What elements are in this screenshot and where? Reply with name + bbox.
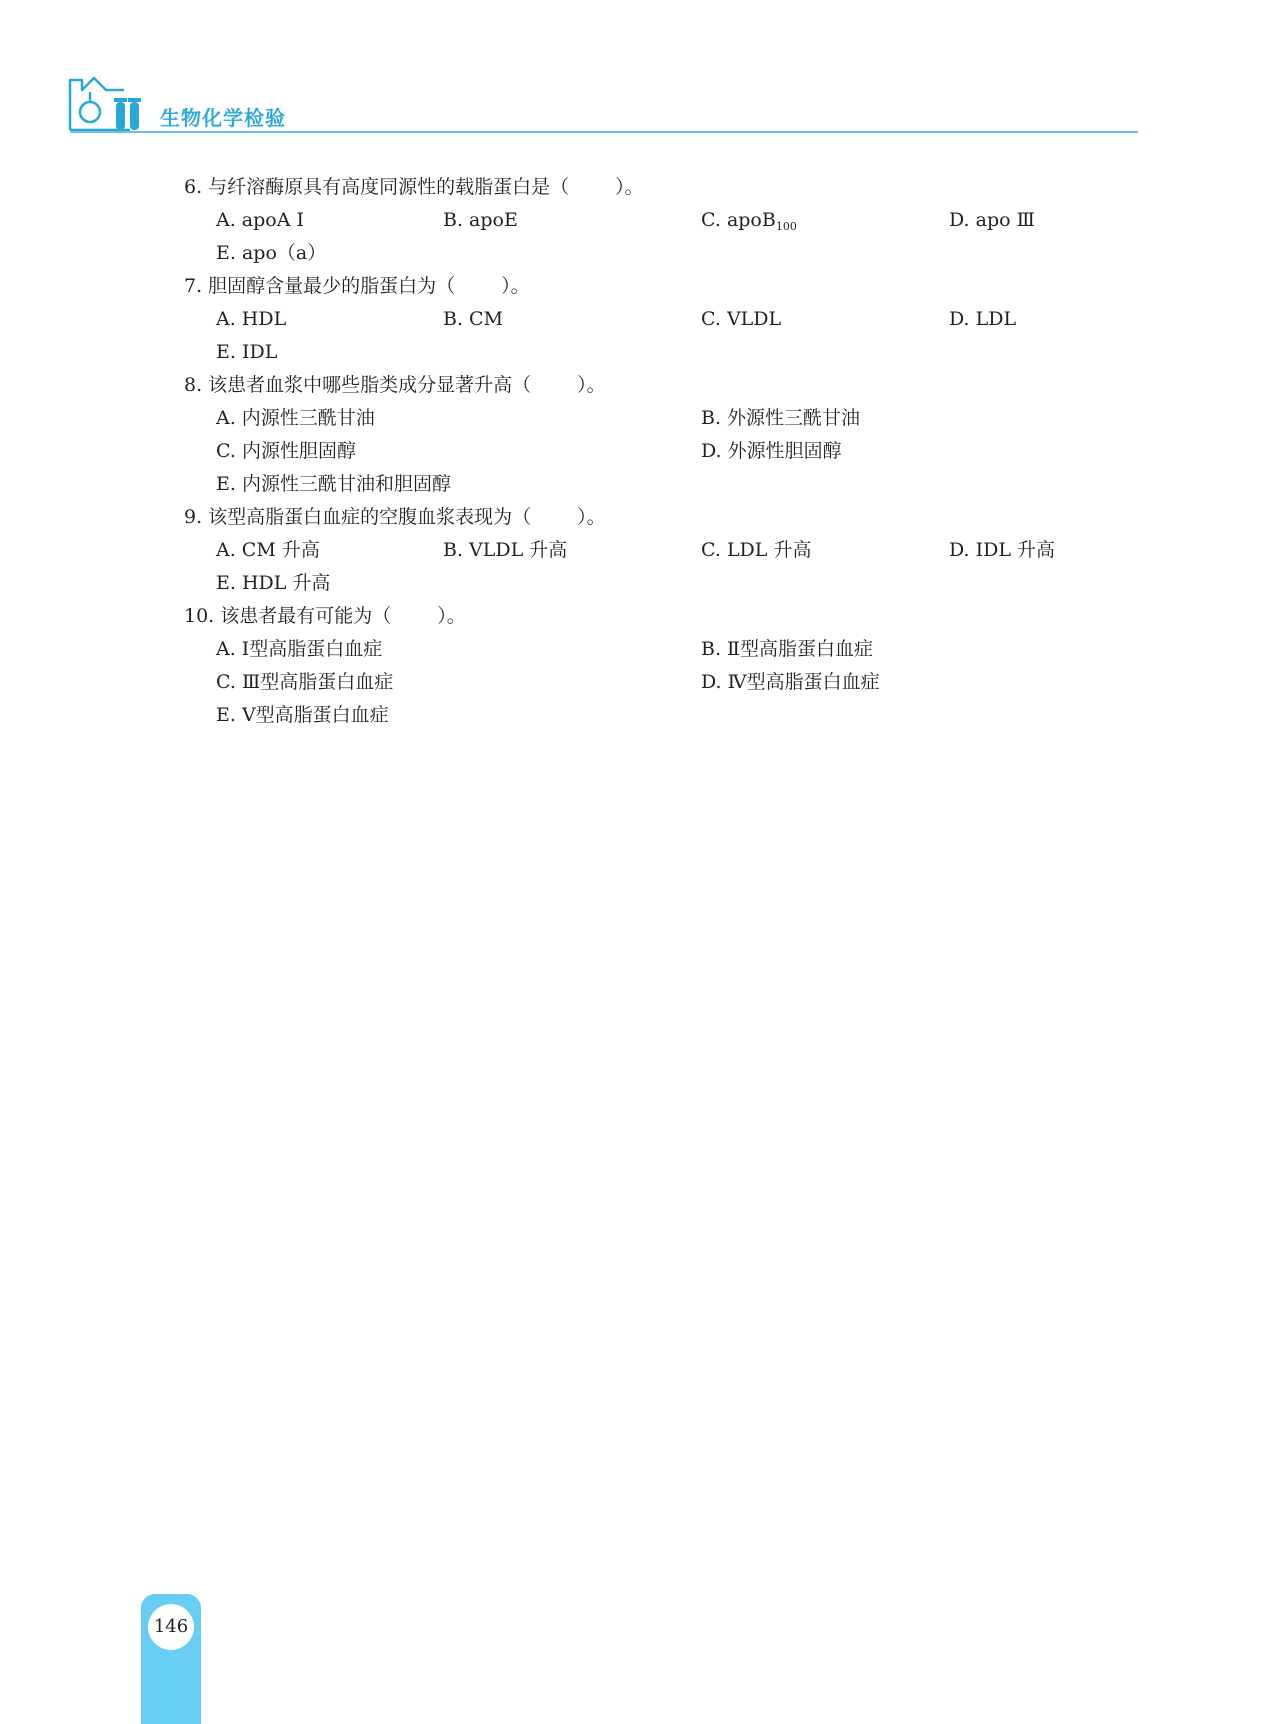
question-stem: 8. 该患者血浆中哪些脂类成分显著升高（ [184, 374, 532, 396]
option-row [184, 633, 1144, 666]
option-row [184, 666, 1144, 699]
option-row [184, 699, 1144, 732]
question-list [184, 171, 1144, 732]
option-c-subscript: 100 [775, 220, 797, 233]
option-c: C. LDL 升高 [701, 539, 812, 561]
option-row [184, 468, 1144, 501]
option-a: A. CM 升高 [216, 539, 320, 561]
option-b: B. 外源性三酰甘油 [701, 407, 861, 429]
option-c: C. VLDL [701, 308, 782, 330]
page-number: 146 [148, 1604, 194, 1650]
option-e: E. IDL [216, 341, 278, 363]
question-stem: 7. 胆固醇含量最少的脂蛋白为（ [184, 275, 456, 297]
question-stem-end: ）。 [437, 605, 466, 627]
option-d: D. Ⅳ型高脂蛋白血症 [701, 671, 880, 693]
option-row [184, 237, 1144, 270]
option-row [184, 303, 1144, 336]
option-a: A. apoA Ⅰ [216, 209, 304, 231]
question-7 [184, 270, 1144, 303]
option-e: E. Ⅴ型高脂蛋白血症 [216, 704, 389, 726]
question-stem-end: ）。 [577, 506, 606, 528]
option-c: C. 内源性胆固醇 [216, 440, 356, 462]
option-a: A. HDL [216, 308, 287, 330]
question-stem: 9. 该型高脂蛋白血症的空腹血浆表现为（ [184, 506, 532, 528]
option-b: B. Ⅱ型高脂蛋白血症 [701, 638, 873, 660]
option-e: E. 内源性三酰甘油和胆固醇 [216, 473, 451, 495]
question-stem: 6. 与纤溶酶原具有高度同源性的载脂蛋白是（ [184, 176, 570, 198]
option-d: D. apo Ⅲ [949, 209, 1035, 231]
option-d: D. 外源性胆固醇 [701, 440, 842, 462]
option-b: B. VLDL 升高 [443, 539, 568, 561]
option-b: B. apoE [443, 209, 518, 231]
header-divider [70, 131, 1138, 133]
option-a: A. Ⅰ型高脂蛋白血症 [216, 638, 383, 660]
option-row [184, 336, 1144, 369]
option-b: B. CM [443, 308, 504, 330]
question-stem: 10. 该患者最有可能为（ [184, 605, 392, 627]
option-a: A. 内源性三酰甘油 [216, 407, 375, 429]
question-stem-end: ）。 [615, 176, 644, 198]
question-9 [184, 501, 1144, 534]
option-e: E. HDL 升高 [216, 572, 331, 594]
question-stem-end: ）。 [501, 275, 530, 297]
option-e: E. apo（a） [216, 242, 327, 264]
option-row [184, 435, 1144, 468]
option-c-text: C. apoB [701, 209, 776, 231]
flask-logo-icon [68, 68, 148, 132]
option-d: D. LDL [949, 308, 1017, 330]
question-stem-end: ）。 [577, 374, 606, 396]
option-row [184, 534, 1144, 567]
option-row [184, 567, 1144, 600]
question-8 [184, 369, 1144, 402]
question-10 [184, 600, 1144, 633]
option-c: C. Ⅲ型高脂蛋白血症 [216, 671, 394, 693]
option-d: D. IDL 升高 [949, 539, 1056, 561]
book-title: 生物化学检验 [160, 106, 286, 130]
question-6 [184, 171, 1144, 204]
option-row [184, 204, 1144, 237]
option-row [184, 402, 1144, 435]
